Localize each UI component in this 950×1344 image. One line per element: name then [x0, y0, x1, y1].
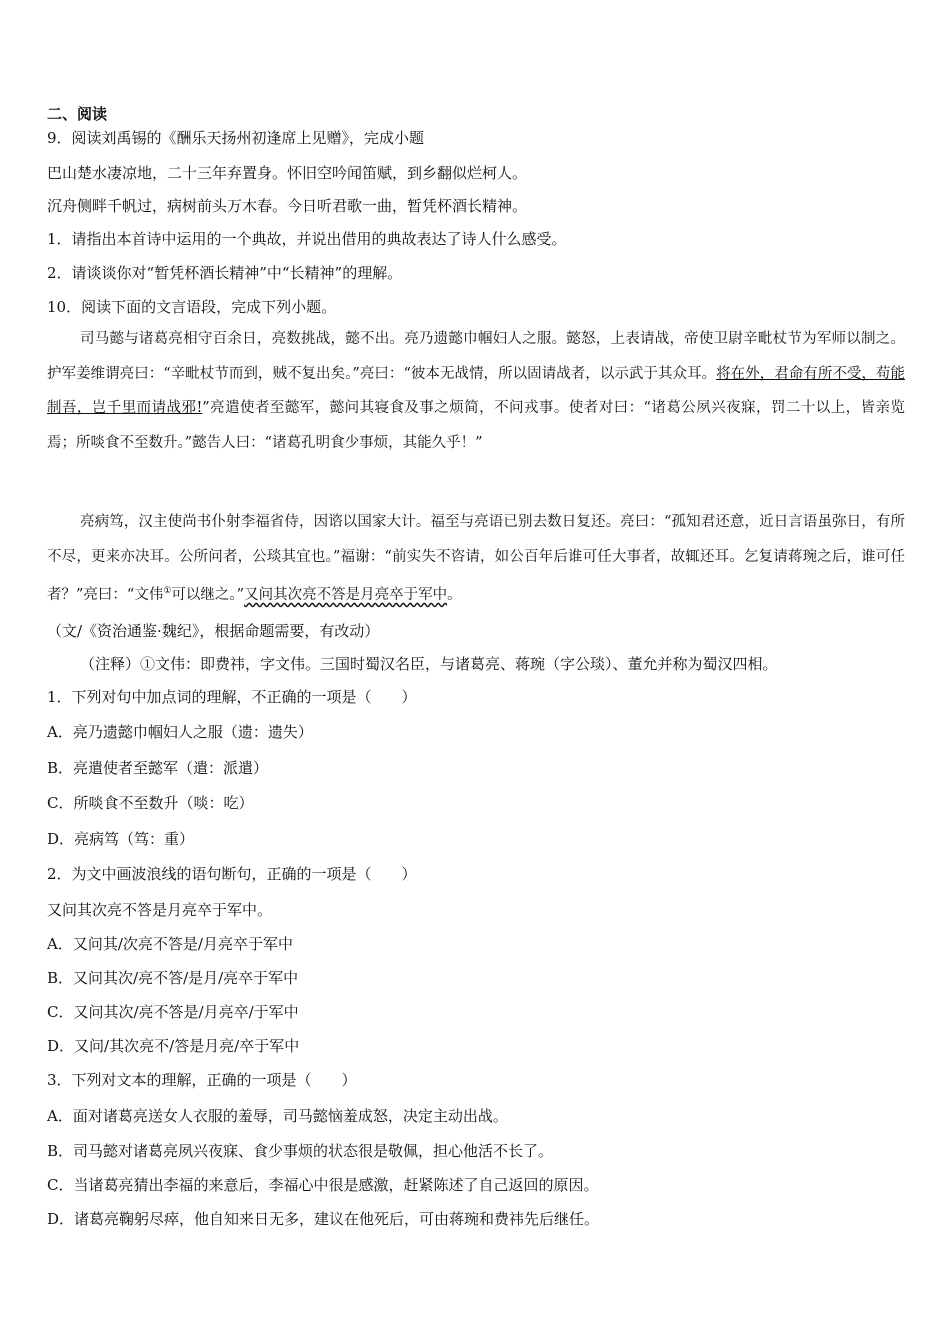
passage-source: （文/《资治通鉴·魏纪》，根据命题需要，有改动） — [47, 622, 380, 640]
passage-paragraph-1 — [47, 322, 905, 460]
passage-p1-text-b: ”亮遣使者至懿军，懿问其寝食及事之烦简，不问戎事。使者对曰：“诸葛公夙兴夜寐，罚二十以上，皆亲览焉；所啖食不至数升。”懿告人曰：“诸葛孔明食少事烦，其能久乎！” — [47, 400, 906, 451]
footnote-marker: ① — [163, 586, 172, 596]
q9-title: 9．阅读刘禹锡的《酬乐天扬州初逢席上见赠》，完成小题 — [47, 129, 425, 147]
passage-p1-underlined: 将在外，君命有所不受，苟能制吾，岂千里而请战邪! — [47, 365, 906, 416]
poem-line-2: 沉舟侧畔千帆过，病树前头万木春。今日听君歌一曲，暂凭杯酒长精神。 — [47, 197, 528, 215]
poem-line-1: 巴山楚水凄凉地，二十三年弃置身。怀旧空吟闻笛赋，到乡翻似烂柯人。 — [47, 164, 528, 182]
passage-note: （注释）①文伟：即费祎，字文伟。三国时蜀汉名臣，与诸葛亮、蒋琬（字公琰）、董允并称为蜀汉四相。 — [80, 655, 778, 673]
q10-3-option-a: A．面对诸葛亮送女人衣服的羞辱，司马懿恼羞成怒，决定主动出战。 — [47, 1107, 508, 1125]
passage-p1-text-a: 司马懿与诸葛亮相守百余日，亮数挑战，懿不出。亮乃遗懿巾帼妇人之服。懿怒，上表请战，帝使卫尉辛毗杖节为军师以制之。护军姜维谓亮曰：“辛毗杖节而到，贼不复出矣。”亮曰：“彼本无战情，所以固请战者，以示武于其众耳。 — [47, 331, 905, 382]
q10-3-option-b: B．司马懿对诸葛亮夙兴夜寐、食少事烦的状态很是敬佩，担心他活不长了。 — [47, 1142, 554, 1160]
q10-1-option-c: C．所啖食不至数升（啖：吃） — [47, 794, 254, 812]
q10-1-stem: 1．下列对句中加点词的理解，不正确的一项是（ ） — [47, 688, 417, 706]
q10-1-option-b: B．亮遣使者至懿军（遣：派遣） — [47, 759, 269, 777]
passage-paragraph-2 — [47, 505, 905, 612]
q10-2-stem: 2．为文中画波浪线的语句断句，正确的一项是（ ） — [47, 865, 417, 883]
q10-1-option-d: D．亮病笃（笃：重） — [47, 830, 195, 848]
q10-3-option-c: C．当诸葛亮猜出李福的来意后，李福心中很是感激，赶紧陈述了自己返回的原因。 — [47, 1176, 599, 1194]
q10-3-stem: 3．下列对文本的理解，正确的一项是（ ） — [47, 1071, 357, 1089]
q10-2-option-c: C．又问其次/亮不答是/月亮卒/于军中 — [47, 1003, 299, 1021]
q9-sub-question-2: 2．请谈谈你对“暂凭杯酒长精神”中“长精神”的理解。 — [47, 264, 403, 282]
passage-p2-end: 。 — [447, 586, 462, 603]
q10-1-option-a: A．亮乃遗懿巾帼妇人之服（遗：遗失） — [47, 723, 313, 741]
section-title: 二、阅读 — [47, 105, 108, 123]
q10-title: 10．阅读下面的文言语段，完成下列小题。 — [47, 298, 337, 316]
q9-sub-question-1: 1．请指出本首诗中运用的一个典故，并说出借用的典故表达了诗人什么感受。 — [47, 230, 567, 248]
q10-2-option-b: B．又问其次/亮不答/是月/亮卒于军中 — [47, 969, 299, 987]
q10-3-option-d: D．诸葛亮鞠躬尽瘁，他自知来日无多，建议在他死后，可由蒋琬和费祎先后继任。 — [47, 1210, 600, 1228]
q10-2-sentence: 又问其次亮不答是月亮卒于军中。 — [47, 901, 273, 919]
passage-p2-wavy-sentence: 又问其次亮不答是月亮卒于军中 — [244, 586, 448, 603]
passage-p2-text-a: 亮病笃，汉主使尚书仆射李福省侍，因谘以国家大计。福至与亮语已别去数日复还。亮曰：“孤知君还意，近日言语虽弥日，有所不尽，更来亦决耳。公所问者，公琰其宜也。”福谢：“前实失不咨请，如公百年后谁可任大事者，故辄还耳。乞复请蒋琬之后，谁可任者？”亮曰：“文伟 — [47, 514, 905, 603]
passage-p2-text-b: 可以继之。” — [171, 586, 245, 603]
q10-2-option-a: A．又问其/次亮不答是/月亮卒于军中 — [47, 935, 293, 953]
q10-2-option-d: D．又问/其次亮不/答是月亮/卒于军中 — [47, 1037, 300, 1055]
